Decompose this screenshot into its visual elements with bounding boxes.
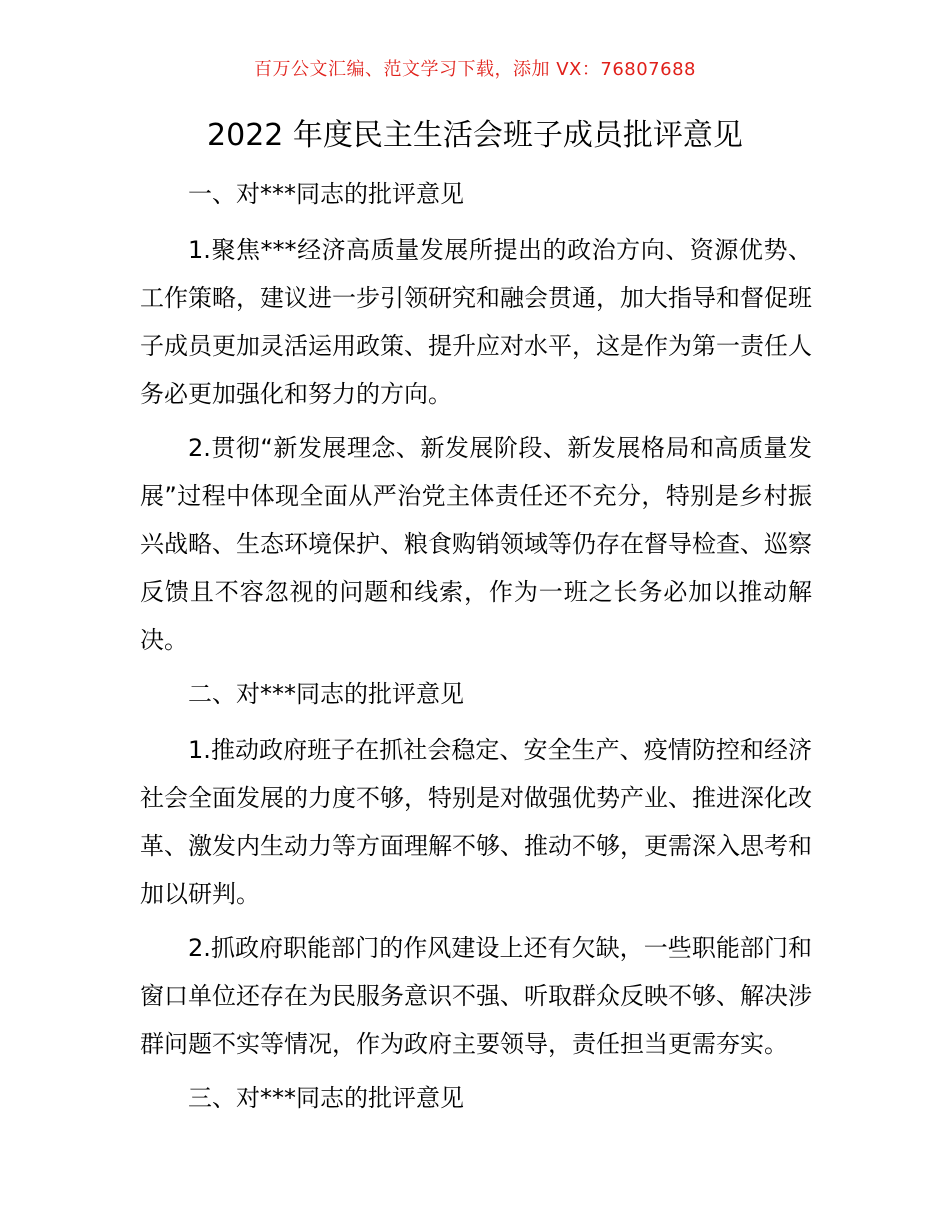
document-body [140,170,812,1130]
paragraph: 2.抓政府职能部门的作风建设上还有欠缺，一些职能部门和窗口单位还存在为民服务意识不强、听取群众反映不够、解决涉群问题不实等情况，作为政府主要领导，责任担当更需夯实。 [140,934,812,1058]
paragraph: 1.聚焦***经济高质量发展所提出的政治方向、资源优势、工作策略，建议进一步引领研究和融会贯通，加大指导和督促班子成员更加灵活运用政策、提升应对水平，这是作为第一责任人务必更加强化和努力的方向。 [140,236,812,408]
section-heading: 三、对***同志的批评意见 [188,1084,464,1112]
section-heading: 一、对***同志的批评意见 [188,180,464,208]
watermark-text: 百万公文汇编、范文学习下载，添加 VX：76807688 [254,59,696,80]
paragraph: 2.贯彻“新发展理念、新发展阶段、新发展格局和高质量发展”过程中体现全面从严治党主体责任还不充分，特别是乡村振兴战略、生态环境保护、粮食购销领域等仍存在督导检查、巡察反馈且不容忽视的问题和线索，作为一班之长务必加以推动解决。 [140,434,812,654]
document-title: 2022 年度民主生活会班子成员批评意见 [207,118,743,153]
paragraph: 1.推动政府班子在抓社会稳定、安全生产、疫情防控和经济社会全面发展的力度不够，特别是对做强优势产业、推进深化改革、激发内生动力等方面理解不够、推动不够，更需深入思考和加以研判。 [140,736,812,908]
section-heading: 二、对***同志的批评意见 [188,680,464,708]
